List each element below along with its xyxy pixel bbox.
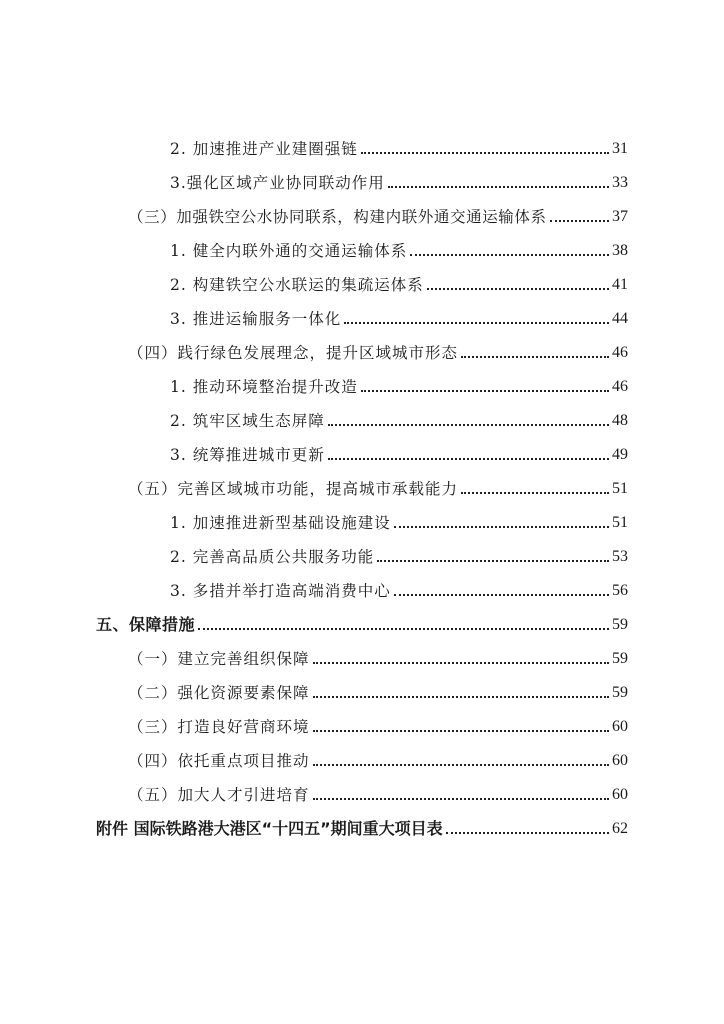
toc-entry[interactable] [170,272,628,298]
toc-entry-label: （五）加大人才引进培育 [128,786,310,804]
toc-entry-label: （一）建立完善组织保障 [128,650,310,668]
toc-entry[interactable] [170,170,628,196]
toc-entry[interactable] [128,714,628,740]
toc-entry-page: 37 [612,208,628,225]
dot-leader [388,186,609,188]
toc-entry[interactable] [128,340,628,366]
dot-leader [461,356,609,358]
toc-entry-page: 33 [612,174,628,191]
toc-entry[interactable] [170,136,628,162]
toc-entry-page: 31 [612,140,628,157]
dot-leader [198,628,609,630]
dot-leader [361,390,609,392]
toc-entry[interactable] [128,782,628,808]
toc-entry-label: 五、保障措施 [96,615,196,634]
dot-leader [410,254,609,256]
toc-entry[interactable] [170,544,628,570]
dot-leader [394,526,609,528]
toc-entry-label: 2. 构建铁空公水联运的集疏运体系 [170,276,424,294]
toc-entry-page: 51 [612,480,628,497]
dot-leader [313,764,609,766]
toc-entry-page: 60 [612,786,628,803]
toc-entry-page: 38 [612,242,628,259]
toc-entry[interactable] [170,510,628,536]
dot-leader [344,322,609,324]
dot-leader [313,662,609,664]
toc-entry-label: 2. 加速推进产业建圈强链 [170,140,358,158]
toc-entry[interactable] [170,408,628,434]
dot-leader [313,696,609,698]
toc-entry-label: 1. 健全内联外通的交通运输体系 [170,242,408,260]
toc-entry-page: 51 [612,514,628,531]
toc-entry-page: 41 [612,276,628,293]
toc-entry[interactable] [128,680,628,706]
toc-entry-page: 62 [612,820,628,837]
toc-entry[interactable] [128,204,628,230]
toc-entry-page: 59 [612,650,628,667]
toc-entry[interactable] [128,748,628,774]
toc-entry[interactable] [170,442,628,468]
toc-entry-page: 46 [612,344,628,361]
dot-leader [313,798,609,800]
toc-entry-label: （三）打造良好营商环境 [128,718,310,736]
dot-leader [550,220,609,222]
toc-entry-label: 附件 国际铁路港大港区“十四五”期间重大项目表 [96,819,443,838]
toc-entry-label: （四）依托重点项目推动 [128,752,310,770]
toc-entry-label: 2. 筑牢区域生态屏障 [170,412,325,430]
toc-entry-page: 44 [612,310,628,327]
toc-entry-label: （四）践行绿色发展理念，提升区域城市形态 [128,344,459,362]
toc-entry-label: 3. 多措并举打造高端消费中心 [170,582,391,600]
toc-entry-page: 53 [612,548,628,565]
toc-entry-label: 2. 完善高品质公共服务功能 [170,548,375,566]
toc-entry-label: （二）强化资源要素保障 [128,684,310,702]
toc-entry[interactable] [170,374,628,400]
toc-entry-label: （三）加强铁空公水协同联系，构建内联外通交通运输体系 [128,208,547,226]
toc-entry[interactable] [170,238,628,264]
dot-leader [461,492,609,494]
toc-entry-label: 3.强化区域产业协同联动作用 [170,174,385,192]
dot-leader [328,424,609,426]
dot-leader [446,832,609,834]
dot-leader [394,594,609,596]
toc-entry[interactable] [128,646,628,672]
toc-entry[interactable] [170,306,628,332]
toc-entry[interactable] [128,476,628,502]
toc-entry[interactable] [96,816,628,842]
toc-entry-page: 60 [612,752,628,769]
toc-entry-label: 3. 推进运输服务一体化 [170,310,342,328]
dot-leader [427,288,609,290]
toc-entry-page: 56 [612,582,628,599]
dot-leader [377,560,609,562]
dot-leader [361,152,609,154]
toc-entry-page: 49 [612,446,628,463]
toc-entry-label: （五）完善区域城市功能，提高城市承载能力 [128,480,459,498]
toc-entry[interactable] [170,578,628,604]
toc-entry-label: 3. 统筹推进城市更新 [170,446,325,464]
toc-entry[interactable] [96,612,628,638]
toc-entry-page: 46 [612,378,628,395]
dot-leader [328,458,609,460]
toc-entry-page: 59 [612,616,628,633]
toc-entry-page: 60 [612,718,628,735]
toc-entry-page: 59 [612,684,628,701]
toc-entry-page: 48 [612,412,628,429]
dot-leader [313,730,609,732]
toc-entry-label: 1. 加速推进新型基础设施建设 [170,514,391,532]
toc-entry-label: 1. 推动环境整治提升改造 [170,378,358,396]
